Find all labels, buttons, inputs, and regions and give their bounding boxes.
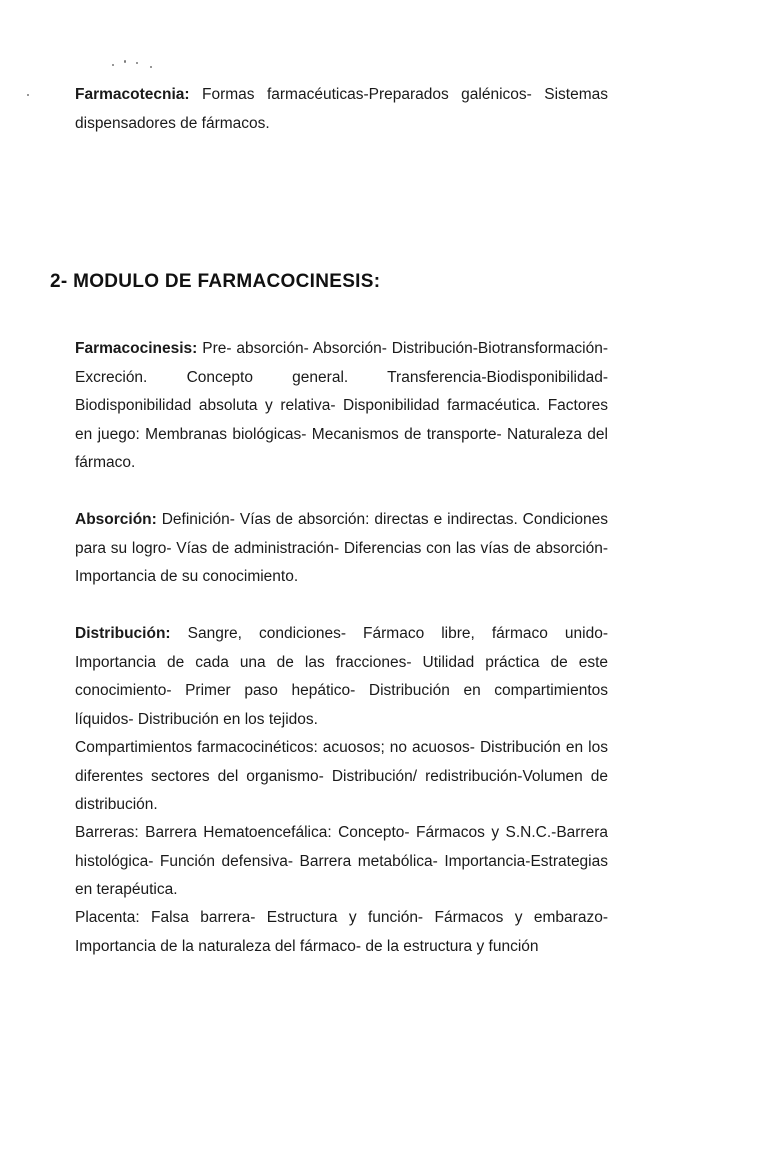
distribucion-term: Distribución:	[75, 625, 171, 642]
absorcion-term: Absorción:	[75, 511, 157, 528]
scan-speck	[136, 62, 138, 64]
farmacocinesis-paragraph	[75, 335, 608, 478]
module-heading: 2- MODULO DE FARMACOCINESIS:	[50, 271, 381, 292]
scan-speck	[112, 64, 114, 66]
placenta-paragraph: Placenta: Falsa barrera- Estructura y función- Fármacos y embarazo-Importancia de la naturaleza del fármaco- de la estructura y función	[75, 909, 608, 955]
compartimientos-paragraph: Compartimientos farmacocinéticos: acuosos; no acuosos- Distribución en los diferentes sectores del organismo- Distribución/ redistribución-Volumen de distribución.	[75, 739, 608, 813]
farmacocinesis-term: Farmacocinesis:	[75, 340, 198, 357]
farmacotecnia-term: Farmacotecnia:	[75, 86, 190, 103]
scan-speck	[124, 60, 126, 63]
barreras-paragraph: Barreras: Barrera Hematoencefálica: Concepto- Fármacos y S.N.C.-Barrera histológica- Función defensiva- Barrera metabólica- Importancia-Estrategias en terapéutica.	[75, 824, 608, 898]
scan-speck	[150, 66, 152, 68]
absorcion-text: Definición- Vías de absorción: directas e indirectas. Condiciones para su logro- Vías de administración- Diferencias con las vías de absorción- Importancia de su conocimiento.	[75, 511, 608, 585]
scan-speck	[27, 94, 29, 96]
absorcion-paragraph	[75, 506, 608, 592]
farmacocinesis-text: Pre- absorción- Absorción- Distribución-Biotransformación-Excreción. Concepto general. Transferencia-Biodisponibilidad- Biodisponibilidad absoluta y relativa- Disponibilidad farmacéutica. Factores en juego: Membranas biológicas- Mecanismos de transporte- Naturaleza del fármaco.	[75, 340, 608, 471]
farmacotecnia-text: Formas farmacéuticas-Preparados galénicos- Sistemas dispensadores de fármacos.	[75, 86, 608, 132]
distribucion-paragraph	[75, 620, 608, 734]
farmacotecnia-paragraph	[75, 81, 608, 138]
distribucion-text: Sangre, condiciones- Fármaco libre, fármaco unido-Importancia de cada una de las fracciones- Utilidad práctica de este conocimiento- Primer paso hepático- Distribución en compartimientos líquidos- Distribución en los tejidos.	[75, 625, 608, 728]
